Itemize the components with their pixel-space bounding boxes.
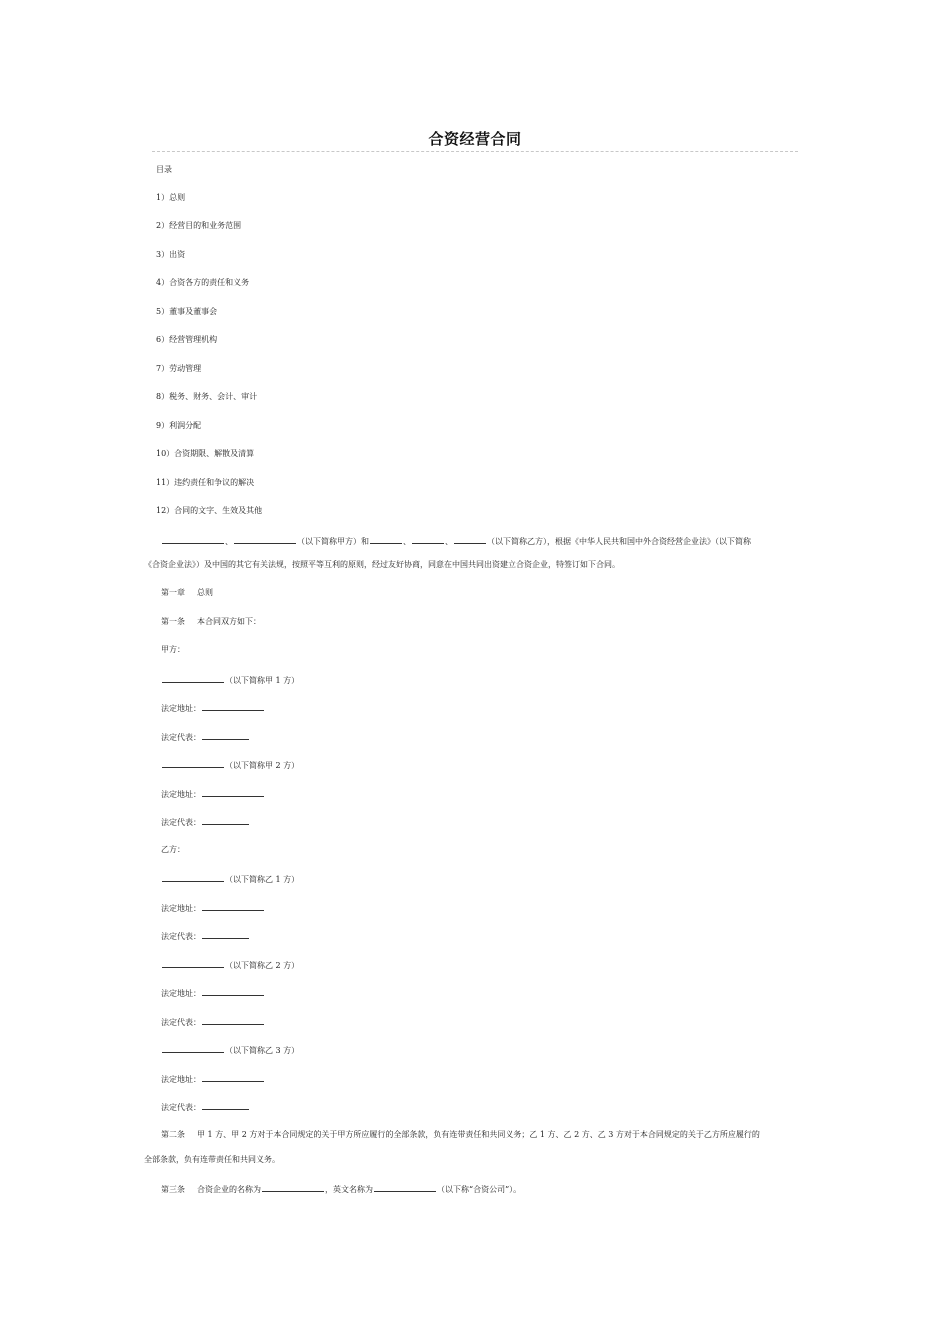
blank-field[interactable] [202, 902, 264, 911]
toc-item: 8）税务、财务、会计、审计 [156, 392, 258, 401]
address-label: 法定地址： [161, 989, 201, 998]
rep-label: 法定代表： [161, 818, 201, 827]
chapter-title: 总则 [197, 588, 213, 597]
rep-line [161, 1101, 250, 1113]
article-1 [161, 617, 261, 627]
article-text: 本合同双方如下： [197, 617, 261, 626]
article-label: 第三条 [161, 1185, 185, 1194]
blank-field[interactable] [202, 816, 249, 825]
article-2-line-2: 全部条款，负有连带责任和共同义务。 [144, 1155, 280, 1164]
blank-field[interactable] [202, 987, 264, 996]
party-name-line [161, 873, 299, 885]
toc-item: 12）合同的文字、生效及其他 [156, 506, 263, 515]
article-label: 第一条 [161, 617, 185, 626]
blank-field[interactable] [202, 788, 264, 797]
blank-field[interactable] [202, 1101, 249, 1110]
toc-item: 10）合资期限、解散及清算 [156, 449, 255, 458]
toc-item: 2）经营目的和业务范围 [156, 221, 242, 230]
blank-field[interactable] [370, 535, 402, 544]
party-name-line [161, 759, 299, 771]
preamble-line-2: 《合资企业法》）及中国的其它有关法规，按照平等互利的原则，经过友好协商，同意在中国共同出资建立合资企业，特签订如下合同。 [144, 560, 620, 569]
toc-item: 9）利润分配 [156, 421, 202, 430]
rep-label: 法定代表： [161, 733, 201, 742]
blank-field[interactable] [234, 535, 296, 544]
chapter-heading [161, 588, 213, 598]
blank-field[interactable] [162, 1044, 224, 1053]
article-text: ，英文名称为 [325, 1185, 373, 1194]
toc-item: 1）总则 [156, 193, 186, 202]
address-label: 法定地址： [161, 1075, 201, 1084]
party-name-line [161, 1044, 299, 1056]
preamble-text: （以下简称乙方），根据《中华人民共和国中外合资经营企业法》（以下简称 [487, 537, 751, 546]
toc-heading: 目录 [156, 165, 172, 174]
blank-field[interactable] [162, 759, 224, 768]
separator: 、 [225, 537, 233, 546]
rep-line [161, 1016, 265, 1028]
blank-field[interactable] [162, 873, 224, 882]
rep-line [161, 930, 250, 942]
article-2-line-1 [161, 1130, 760, 1140]
rep-label: 法定代表： [161, 1103, 201, 1112]
address-line [161, 902, 265, 914]
toc-item: 3）出资 [156, 250, 186, 259]
article-text: 合资企业的名称为 [197, 1185, 261, 1194]
blank-field[interactable] [202, 702, 264, 711]
party-suffix: （以下简称甲 1 方） [225, 676, 300, 685]
address-label: 法定地址： [161, 704, 201, 713]
blank-field[interactable] [374, 1183, 436, 1192]
blank-field[interactable] [162, 959, 224, 968]
address-line [161, 1073, 265, 1085]
blank-field[interactable] [202, 930, 249, 939]
blank-field[interactable] [454, 535, 486, 544]
party-suffix: （以下简称甲 2 方） [225, 761, 300, 770]
rep-label: 法定代表： [161, 1018, 201, 1027]
party-suffix: （以下简称乙 1 方） [225, 875, 300, 884]
blank-field[interactable] [202, 1073, 264, 1082]
blank-field[interactable] [262, 1183, 324, 1192]
party-suffix: （以下简称乙 2 方） [225, 961, 300, 970]
blank-field[interactable] [162, 674, 224, 683]
address-line [161, 702, 265, 714]
rep-label: 法定代表： [161, 932, 201, 941]
blank-field[interactable] [202, 731, 249, 740]
address-line [161, 987, 265, 999]
toc-item: 11）违约责任和争议的解决 [156, 478, 255, 487]
blank-field[interactable] [202, 1016, 264, 1025]
rep-line [161, 731, 250, 743]
party-a-heading: 甲方： [161, 645, 185, 654]
preamble-line-1 [161, 535, 751, 547]
separator: 、 [445, 537, 453, 546]
party-name-line [161, 674, 299, 686]
chapter-label: 第一章 [161, 588, 185, 597]
address-label: 法定地址： [161, 790, 201, 799]
article-text: （以下称“合资公司”）。 [437, 1185, 522, 1194]
toc-item: 7）劳动管理 [156, 364, 202, 373]
party-suffix: （以下简称乙 3 方） [225, 1046, 300, 1055]
party-a-suffix: （以下简称甲方）和 [297, 537, 369, 546]
separator: 、 [403, 537, 411, 546]
toc-item: 6）经营管理机构 [156, 335, 218, 344]
rep-line [161, 816, 250, 828]
toc-item: 4）合资各方的责任和义务 [156, 278, 250, 287]
party-name-line [161, 959, 299, 971]
blank-field[interactable] [412, 535, 444, 544]
blank-field[interactable] [162, 535, 224, 544]
toc-item: 5）董事及董事会 [156, 307, 218, 316]
document-title: 合资经营合同 [428, 130, 522, 148]
address-label: 法定地址： [161, 904, 201, 913]
article-label: 第二条 [161, 1130, 185, 1139]
party-b-heading: 乙方： [161, 845, 185, 854]
article-text: 甲 1 方、甲 2 方对于本合同规定的关于甲方所应履行的全部条款，负有连带责任和共同义务；乙 1 方、乙 2 方、乙 3 方对于本合同规定的关于乙方所应履行的 [197, 1130, 760, 1139]
title-divider [152, 151, 798, 152]
address-line [161, 788, 265, 800]
article-3 [161, 1183, 521, 1195]
